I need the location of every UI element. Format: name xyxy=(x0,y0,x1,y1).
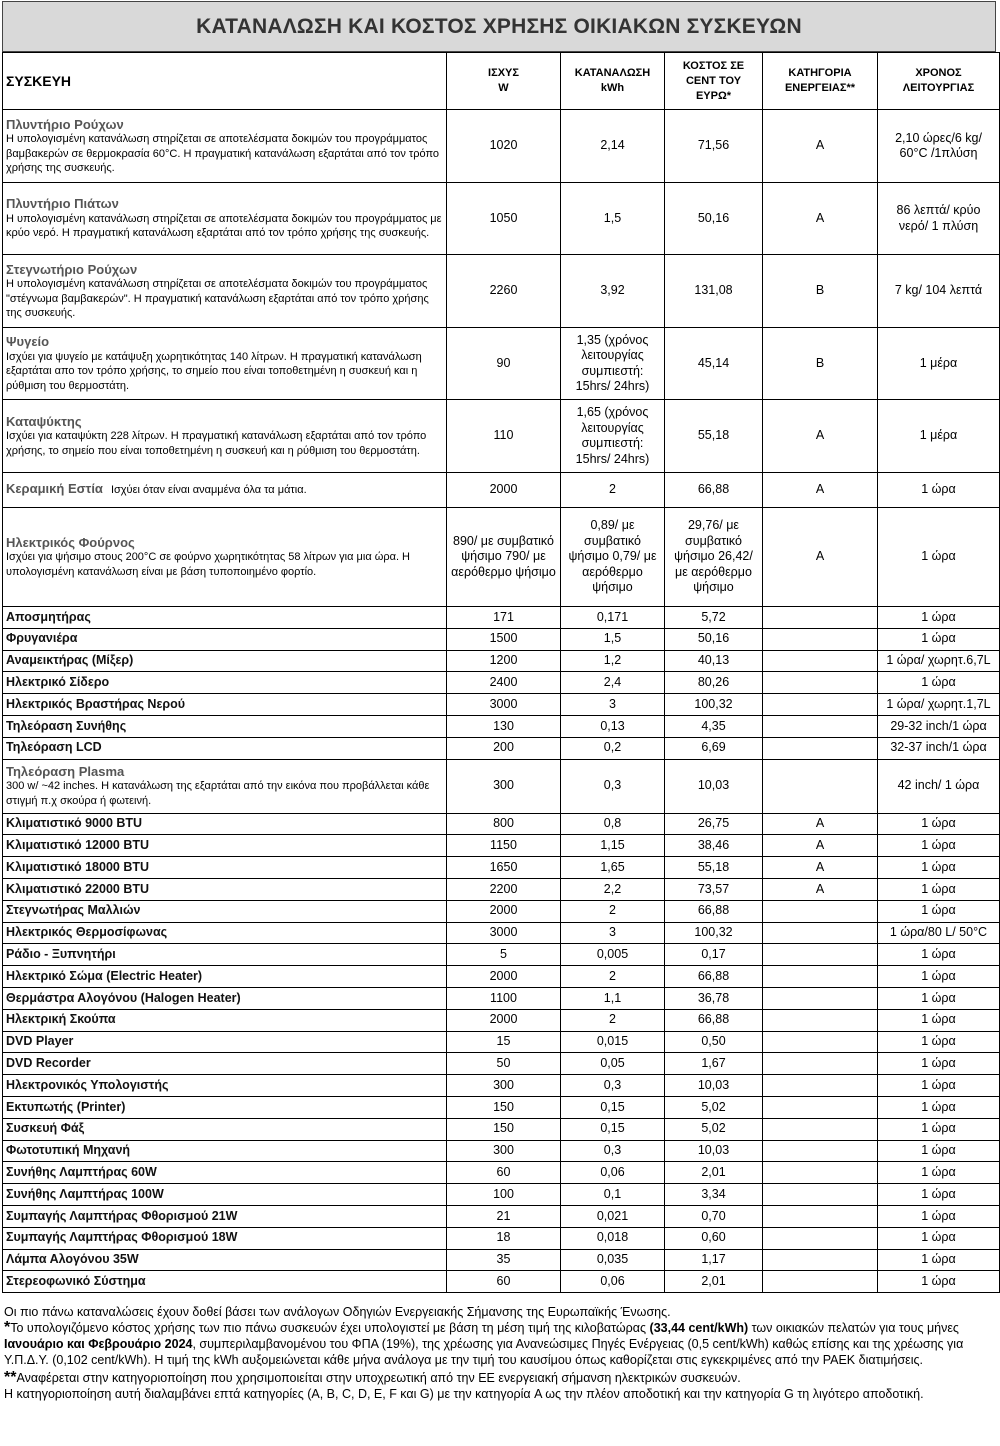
cost-cell: 5,02 xyxy=(665,1118,763,1140)
consumption-cell: 1,5 xyxy=(561,183,665,255)
power-cell: 1200 xyxy=(447,650,561,672)
power-cell: 21 xyxy=(447,1205,561,1227)
table-row xyxy=(3,328,1000,400)
device-cell xyxy=(3,183,447,255)
power-cell: 2000 xyxy=(447,900,561,922)
device-name: Ράδιο - Ξυπνητήρι xyxy=(3,944,447,966)
category-cell xyxy=(763,737,878,759)
power-cell: 60 xyxy=(447,1162,561,1184)
power-cell: 130 xyxy=(447,715,561,737)
device-name: Τηλεόραση LCD xyxy=(3,737,447,759)
table-row xyxy=(3,1031,1000,1053)
cost-cell: 100,32 xyxy=(665,694,763,716)
device-name: Τηλεόραση Συνήθης xyxy=(3,715,447,737)
device-cell xyxy=(3,508,447,607)
table-row xyxy=(3,1227,1000,1249)
consumption-cell: 2 xyxy=(561,1009,665,1031)
consumption-cell: 3 xyxy=(561,922,665,944)
power-cell: 300 xyxy=(447,1075,561,1097)
consumption-cell: 1,15 xyxy=(561,835,665,857)
power-cell: 3000 xyxy=(447,922,561,944)
device-name: Καταψύκτης xyxy=(6,413,82,429)
device-name: Ηλεκτρικό Σίδερο xyxy=(3,672,447,694)
power-cell: 2000 xyxy=(447,473,561,508)
consumption-cell: 3,92 xyxy=(561,255,665,328)
power-cell: 1020 xyxy=(447,110,561,183)
consumption-cell: 1,65 (χρόνος λειτουργίας συμπιεστή: 15hrs/ 24hrs) xyxy=(561,400,665,473)
consumption-cell: 2,14 xyxy=(561,110,665,183)
device-name: Ηλεκτρικός Θερμοσίφωνας xyxy=(3,922,447,944)
device-name: Εκτυπωτής (Printer) xyxy=(3,1096,447,1118)
device-name: Θερμάστρα Αλογόνου (Halogen Heater) xyxy=(3,987,447,1009)
device-name: Ηλεκτρικός Βραστήρας Νερού xyxy=(3,694,447,716)
time-cell: 1 ώρα xyxy=(878,813,1000,835)
cost-cell: 50,16 xyxy=(665,628,763,650)
table-row xyxy=(3,1205,1000,1227)
cost-cell: 0,70 xyxy=(665,1205,763,1227)
cost-cell: 71,56 xyxy=(665,110,763,183)
time-cell: 1 ώρα/ χωρητ.6,7L xyxy=(878,650,1000,672)
power-cell: 300 xyxy=(447,759,561,813)
footer-notes xyxy=(4,1304,994,1402)
time-cell: 1 ώρα xyxy=(878,1227,1000,1249)
power-cell: 800 xyxy=(447,813,561,835)
time-cell: 1 ώρα xyxy=(878,672,1000,694)
power-cell: 90 xyxy=(447,328,561,400)
power-cell: 1650 xyxy=(447,857,561,879)
power-cell: 1150 xyxy=(447,835,561,857)
category-cell: A xyxy=(763,508,878,607)
power-cell: 1500 xyxy=(447,628,561,650)
device-name: Τηλεόραση Plasma xyxy=(6,763,125,779)
consumption-cell: 0,171 xyxy=(561,607,665,629)
time-cell: 1 ώρα xyxy=(878,1009,1000,1031)
category-cell xyxy=(763,1227,878,1249)
device-name: Συσκευή Φάξ xyxy=(3,1118,447,1140)
consumption-cell: 2,4 xyxy=(561,672,665,694)
cost-cell: 3,34 xyxy=(665,1184,763,1206)
power-cell: 5 xyxy=(447,944,561,966)
table-row xyxy=(3,628,1000,650)
category-cell: A xyxy=(763,857,878,879)
consumption-cell: 0,05 xyxy=(561,1053,665,1075)
time-cell: 7 kg/ 104 λεπτά xyxy=(878,255,1000,328)
category-cell xyxy=(763,1184,878,1206)
table-row xyxy=(3,1053,1000,1075)
consumption-cell: 3 xyxy=(561,694,665,716)
cost-cell: 2,01 xyxy=(665,1162,763,1184)
power-cell: 171 xyxy=(447,607,561,629)
consumption-cell: 1,65 xyxy=(561,857,665,879)
category-cell xyxy=(763,715,878,737)
device-name: Φρυγανιέρα xyxy=(3,628,447,650)
device-name: Ψυγείο xyxy=(6,334,50,349)
device-name: Πλυντήριο Πιάτων xyxy=(6,196,119,212)
table-row xyxy=(3,650,1000,672)
device-name: Συνήθης Λαμπτήρας 100W xyxy=(3,1184,447,1206)
category-cell xyxy=(763,922,878,944)
category-cell xyxy=(763,1075,878,1097)
power-cell: 200 xyxy=(447,737,561,759)
cost-cell: 36,78 xyxy=(665,987,763,1009)
cost-cell: 55,18 xyxy=(665,857,763,879)
category-cell xyxy=(763,759,878,813)
table-row xyxy=(3,813,1000,835)
cost-cell: 5,72 xyxy=(665,607,763,629)
power-cell: 2000 xyxy=(447,966,561,988)
category-cell: A xyxy=(763,183,878,255)
device-name: Αποσμητήρας xyxy=(3,607,447,629)
device-name: Στερεοφωνικό Σύστημα xyxy=(3,1271,447,1293)
table-row xyxy=(3,1271,1000,1293)
power-cell: 18 xyxy=(447,1227,561,1249)
time-cell: 1 ώρα xyxy=(878,987,1000,1009)
cost-cell: 45,14 xyxy=(665,328,763,400)
device-name: Ηλεκτρικό Σώμα (Electric Heater) xyxy=(3,966,447,988)
device-description: Ισχύει για ψυγείο με κατάψυξη χωρητικότητας 140 λίτρων. Η πραγματική κατανάλωση εξαρτάται απο τον τρόπο χρήσης, το σημείο που είναι τοποθετημένη η συσκευή και η ρύθμιση του θερμοστάτη. xyxy=(6,350,422,392)
cost-cell: 0,17 xyxy=(665,944,763,966)
consumption-cell: 0,015 xyxy=(561,1031,665,1053)
device-name: Αναμεικτήρας (Μίξερ) xyxy=(3,650,447,672)
power-cell: 35 xyxy=(447,1249,561,1271)
table-row xyxy=(3,944,1000,966)
device-cell xyxy=(3,759,447,813)
device-description: Ισχύει για ψήσιμο στους 200°C σε φούρνο χωρητικότητας 58 λίτρων για μια ώρα. Η υπολογισμένη κατανάλωση είναι με βάση τυποποιημένο φορτίο. xyxy=(6,551,410,578)
table-row xyxy=(3,1140,1000,1162)
table-row xyxy=(3,857,1000,879)
category-cell xyxy=(763,1096,878,1118)
power-cell: 50 xyxy=(447,1053,561,1075)
time-cell: 1 ώρα xyxy=(878,1096,1000,1118)
power-cell: 15 xyxy=(447,1031,561,1053)
power-cell: 150 xyxy=(447,1096,561,1118)
time-cell: 1 ώρα xyxy=(878,1271,1000,1293)
power-cell: 3000 xyxy=(447,694,561,716)
time-cell: 1 ώρα/ χωρητ.1,7L xyxy=(878,694,1000,716)
time-cell: 2,10 ώρες/6 kg/ 60°C /1πλύση xyxy=(878,110,1000,183)
time-cell: 1 μέρα xyxy=(878,328,1000,400)
consumption-cell: 0,018 xyxy=(561,1227,665,1249)
time-cell: 1 ώρα xyxy=(878,900,1000,922)
consumption-cell: 0,035 xyxy=(561,1249,665,1271)
power-cell: 300 xyxy=(447,1140,561,1162)
table-row xyxy=(3,400,1000,473)
cost-cell: 66,88 xyxy=(665,966,763,988)
device-name: Λάμπα Αλογόνου 35W xyxy=(3,1249,447,1271)
page-title: ΚΑΤΑΝΑΛΩΣΗ ΚΑΙ ΚΟΣΤΟΣ ΧΡΗΣΗΣ ΟΙΚΙΑΚΩΝ ΣΥΣΚΕΥΩΝ xyxy=(2,1,996,52)
category-cell xyxy=(763,1162,878,1184)
cost-cell: 1,67 xyxy=(665,1053,763,1075)
cost-cell: 10,03 xyxy=(665,1075,763,1097)
power-cell: 110 xyxy=(447,400,561,473)
category-cell xyxy=(763,694,878,716)
cost-cell: 2,01 xyxy=(665,1271,763,1293)
device-cell xyxy=(3,110,447,183)
time-cell: 1 ώρα xyxy=(878,1249,1000,1271)
device-name: DVD Player xyxy=(3,1031,447,1053)
consumption-cell: 2 xyxy=(561,966,665,988)
table-row xyxy=(3,987,1000,1009)
device-name: Κλιματιστικό 12000 BTU xyxy=(3,835,447,857)
header-operation-time: ΧΡΟΝΟΣ ΛΕΙΤΟΥΡΓΙΑΣ xyxy=(878,53,1000,110)
table-row xyxy=(3,966,1000,988)
time-cell: 1 ώρα xyxy=(878,878,1000,900)
power-cell: 60 xyxy=(447,1271,561,1293)
cost-cell: 66,88 xyxy=(665,1009,763,1031)
footer-line-1: Οι πιο πάνω καταναλώσεις έχουν δοθεί βάσει των ανάλογων Οδηγιών Ενεργειακής Σήμανσης της Ευρωπαϊκής Ένωσης. xyxy=(4,1305,671,1319)
cost-cell: 66,88 xyxy=(665,900,763,922)
device-description: Η υπολογισμένη κατανάλωση στηρίζεται σε αποτελέσματα δοκιμών του προγράμματος με κρύο νερό. Η πραγματική κατανάλωση εξαρτάται από τον τρόπο χρήσης της συσκευής. xyxy=(6,212,442,240)
time-cell: 29-32 inch/1 ώρα xyxy=(878,715,1000,737)
cost-cell: 80,26 xyxy=(665,672,763,694)
cost-cell: 66,88 xyxy=(665,473,763,508)
consumption-cell: 1,5 xyxy=(561,628,665,650)
device-cell xyxy=(3,328,447,400)
cost-cell: 26,75 xyxy=(665,813,763,835)
power-cell: 1100 xyxy=(447,987,561,1009)
category-cell: B xyxy=(763,328,878,400)
device-description: Ισχύει όταν είναι αναμμένα όλα τα μάτια. xyxy=(110,484,307,497)
device-name: Ηλεκτρική Σκούπα xyxy=(3,1009,447,1031)
cost-cell: 100,32 xyxy=(665,922,763,944)
cost-cell: 40,13 xyxy=(665,650,763,672)
table-row xyxy=(3,1009,1000,1031)
power-cell: 100 xyxy=(447,1184,561,1206)
time-cell: 1 ώρα xyxy=(878,1205,1000,1227)
table-row xyxy=(3,1118,1000,1140)
time-cell: 1 ώρα xyxy=(878,966,1000,988)
device-name: Στεγνωτήριο Ρούχων xyxy=(6,261,138,277)
table-row xyxy=(3,1184,1000,1206)
cost-cell: 5,02 xyxy=(665,1096,763,1118)
device-cell xyxy=(3,473,447,508)
device-cell xyxy=(3,400,447,473)
category-cell xyxy=(763,966,878,988)
time-cell: 1 ώρα xyxy=(878,473,1000,508)
appliance-table xyxy=(2,52,1000,1293)
consumption-cell: 0,06 xyxy=(561,1271,665,1293)
device-name: Συμπαγής Λαμπτήρας Φθορισμού 18W xyxy=(3,1227,447,1249)
time-cell: 1 ώρα xyxy=(878,857,1000,879)
category-cell xyxy=(763,1009,878,1031)
time-cell: 1 ώρα xyxy=(878,835,1000,857)
device-description: Η υπολογισμένη κατανάλωση στηρίζεται σε αποτελέσματα δοκιμών του προγράμματος "στέγνωμα βαμβακερών". Η πραγματική κατανάλωση εξαρτάται από τον τρόπο χρήσης της συσκευής. xyxy=(6,278,429,319)
table-row xyxy=(3,694,1000,716)
category-cell xyxy=(763,1118,878,1140)
table-row xyxy=(3,1162,1000,1184)
table-row xyxy=(3,473,1000,508)
category-cell xyxy=(763,672,878,694)
consumption-cell: 0,89/ με συμβατικό ψήσιμο 0,79/ με αερόθερμο ψήσιμο xyxy=(561,508,665,607)
consumption-cell: 0,3 xyxy=(561,1075,665,1097)
footer-note-category: **Αναφέρεται στην κατηγοριοποίηση που χρησιμοποιείται στην υποχρεωτική από την ΕΕ ενεργειακή σήμανση ηλεκτρικών συσκευών. Η κατηγοριοποίηση αυτή διαλαμβάνει επτά κατηγορίες (A, B, C, D, E, F και G) με την κατηγορία A ως την πλέον αποδοτική και την κατηγορία G τη λιγότερο αποδοτική. xyxy=(4,1369,924,1401)
category-cell xyxy=(763,987,878,1009)
device-cell xyxy=(3,255,447,328)
table-row xyxy=(3,1096,1000,1118)
device-name: Στεγνωτήρας Μαλλιών xyxy=(3,900,447,922)
consumption-cell: 0,8 xyxy=(561,813,665,835)
cost-cell: 1,17 xyxy=(665,1249,763,1271)
consumption-cell: 0,13 xyxy=(561,715,665,737)
category-cell xyxy=(763,1205,878,1227)
power-cell: 2000 xyxy=(447,1009,561,1031)
category-cell xyxy=(763,1249,878,1271)
time-cell: 42 inch/ 1 ώρα xyxy=(878,759,1000,813)
time-cell: 1 ώρα xyxy=(878,1184,1000,1206)
power-cell: 150 xyxy=(447,1118,561,1140)
table-row xyxy=(3,1249,1000,1271)
cost-cell: 29,76/ με συμβατικό ψήσιμο 26,42/ με αερόθερμο ψήσιμο xyxy=(665,508,763,607)
category-cell xyxy=(763,944,878,966)
consumption-cell: 0,2 xyxy=(561,737,665,759)
consumption-cell: 0,3 xyxy=(561,1140,665,1162)
table-row xyxy=(3,1075,1000,1097)
power-cell: 2200 xyxy=(447,878,561,900)
consumption-cell: 2 xyxy=(561,900,665,922)
time-cell: 1 ώρα xyxy=(878,1053,1000,1075)
cost-cell: 38,46 xyxy=(665,835,763,857)
device-name: Κλιματιστικό 9000 BTU xyxy=(3,813,447,835)
time-cell: 1 ώρα/80 L/ 50°C xyxy=(878,922,1000,944)
category-cell xyxy=(763,900,878,922)
category-cell xyxy=(763,1140,878,1162)
category-cell: A xyxy=(763,110,878,183)
table-row xyxy=(3,878,1000,900)
category-cell: A xyxy=(763,813,878,835)
time-cell: 1 ώρα xyxy=(878,628,1000,650)
table-row xyxy=(3,110,1000,183)
footer-note-cost: *Το υπολογιζόμενο κόστος χρήσης των πιο πάνω συσκευών έχει υπολογιστεί με βάση τη μέση τιμή της κιλοβατώρας (33,44 cent/kWh) των οικιακών πελατών για τους μήνες Ιανουάριο και Φεβρουάριο 2024, συμπεριλαμβανομένου του ΦΠΑ (19%), της χρέωσης για Ανανεώσιμες Πηγές Ενέργειας (0,5 cent/kWh) καθώς επίσης και της χρέωσης για Υ.Π.Δ.Υ. (0,102 cent/kWh). Η τιμή της kWh αυξομειώνεται κάθε μήνα ανάλογα με την τιμή του καυσίμου όπως καθορίζεται στις εγκεκριμένες από την ΡΑΕΚ διατιμήσεις. xyxy=(4,1319,964,1367)
device-name: Κλιματιστικό 22000 BTU xyxy=(3,878,447,900)
consumption-cell: 0,1 xyxy=(561,1184,665,1206)
category-cell xyxy=(763,1053,878,1075)
consumption-cell: 2,2 xyxy=(561,878,665,900)
time-cell: 32-37 inch/1 ώρα xyxy=(878,737,1000,759)
category-cell xyxy=(763,607,878,629)
cost-cell: 131,08 xyxy=(665,255,763,328)
consumption-cell: 0,3 xyxy=(561,759,665,813)
header-row xyxy=(3,53,1000,110)
consumption-cell: 1,1 xyxy=(561,987,665,1009)
cost-cell: 73,57 xyxy=(665,878,763,900)
table-row xyxy=(3,255,1000,328)
cost-cell: 10,03 xyxy=(665,1140,763,1162)
cost-cell: 50,16 xyxy=(665,183,763,255)
device-name: Φωτοτυπική Μηχανή xyxy=(3,1140,447,1162)
device-name: Κλιματιστικό 18000 BTU xyxy=(3,857,447,879)
category-cell: A xyxy=(763,473,878,508)
consumption-cell: 1,35 (χρόνος λειτουργίας συμπιεστή: 15hrs/ 24hrs) xyxy=(561,328,665,400)
consumption-cell: 1,2 xyxy=(561,650,665,672)
time-cell: 1 ώρα xyxy=(878,1075,1000,1097)
header-consumption: ΚΑΤΑΝΑΛΩΣΗ kWh xyxy=(561,53,665,110)
table-row xyxy=(3,672,1000,694)
device-description: Ισχύει για καταψύκτη 228 λίτρων. Η πραγματική κατανάλωση εξαρτάται από τον τρόπο χρήσης, το σημείο που είναι τοποθετημένη η συσκευή και η ρύθμιση του θερμοστάτη. xyxy=(6,430,427,457)
cost-cell: 0,60 xyxy=(665,1227,763,1249)
cost-cell: 6,69 xyxy=(665,737,763,759)
time-cell: 1 ώρα xyxy=(878,1140,1000,1162)
consumption-cell: 0,15 xyxy=(561,1096,665,1118)
table-row xyxy=(3,183,1000,255)
power-cell: 2400 xyxy=(447,672,561,694)
category-cell xyxy=(763,1271,878,1293)
cost-cell: 0,50 xyxy=(665,1031,763,1053)
device-name: Πλυντήριο Ρούχων xyxy=(6,116,124,132)
table-row xyxy=(3,607,1000,629)
header-power: ΙΣΧΥΣ W xyxy=(447,53,561,110)
consumption-cell: 2 xyxy=(561,473,665,508)
table-row xyxy=(3,508,1000,607)
category-cell: A xyxy=(763,878,878,900)
device-description: Η υπολογισμένη κατανάλωση στηρίζεται σε αποτελέσματα δοκιμών του προγράμματος βαμβακερών σε θερμοκρασία 60°C. Η πραγματική κατανάλωση εξαρτάται από τον τρόπο χρήσης της συσκευής. xyxy=(6,133,440,174)
device-name: DVD Recorder xyxy=(3,1053,447,1075)
device-name: Συνήθης Λαμπτήρας 60W xyxy=(3,1162,447,1184)
consumption-cell: 0,021 xyxy=(561,1205,665,1227)
cost-cell: 10,03 xyxy=(665,759,763,813)
table-row xyxy=(3,835,1000,857)
cost-cell: 4,35 xyxy=(665,715,763,737)
category-cell: A xyxy=(763,400,878,473)
table-row xyxy=(3,900,1000,922)
category-cell xyxy=(763,628,878,650)
device-name: Κεραμική Εστία xyxy=(6,481,103,497)
power-cell: 2260 xyxy=(447,255,561,328)
category-cell xyxy=(763,650,878,672)
category-cell: B xyxy=(763,255,878,328)
category-cell: A xyxy=(763,835,878,857)
header-category: ΚΑΤΗΓΟΡΙΑ ΕΝΕΡΓΕΙΑΣ** xyxy=(763,53,878,110)
time-cell: 1 ώρα xyxy=(878,1031,1000,1053)
device-description: 300 w/ ~42 inches. Η κατανάλωση της εξαρτάται από την εικόνα που προβάλλεται κάθε στιγμή π.χ σκούρα ή φωτεινή. xyxy=(6,780,430,807)
table-row xyxy=(3,922,1000,944)
consumption-cell: 0,06 xyxy=(561,1162,665,1184)
cost-cell: 55,18 xyxy=(665,400,763,473)
device-name: Ηλεκτρονικός Υπολογιστής xyxy=(3,1075,447,1097)
time-cell: 1 ώρα xyxy=(878,944,1000,966)
table-row xyxy=(3,759,1000,813)
time-cell: 1 μέρα xyxy=(878,400,1000,473)
table-body xyxy=(3,110,1000,1293)
header-cost: ΚΟΣΤΟΣ ΣΕ CENT ΤΟΥ ΕΥΡΩ* xyxy=(665,53,763,110)
device-name: Συμπαγής Λαμπτήρας Φθορισμού 21W xyxy=(3,1205,447,1227)
time-cell: 1 ώρα xyxy=(878,607,1000,629)
device-name: Ηλεκτρικός Φούρνος xyxy=(6,534,135,550)
time-cell: 86 λεπτά/ κρύο νερό/ 1 πλύση xyxy=(878,183,1000,255)
table-row xyxy=(3,737,1000,759)
table-row xyxy=(3,715,1000,737)
consumption-cell: 0,15 xyxy=(561,1118,665,1140)
time-cell: 1 ώρα xyxy=(878,508,1000,607)
consumption-cell: 0,005 xyxy=(561,944,665,966)
header-device: ΣΥΣΚΕΥΗ xyxy=(3,53,447,110)
power-cell: 1050 xyxy=(447,183,561,255)
time-cell: 1 ώρα xyxy=(878,1118,1000,1140)
power-cell: 890/ με συμβατικό ψήσιμο 790/ με αερόθερμο ψήσιμο xyxy=(447,508,561,607)
category-cell xyxy=(763,1031,878,1053)
time-cell: 1 ώρα xyxy=(878,1162,1000,1184)
